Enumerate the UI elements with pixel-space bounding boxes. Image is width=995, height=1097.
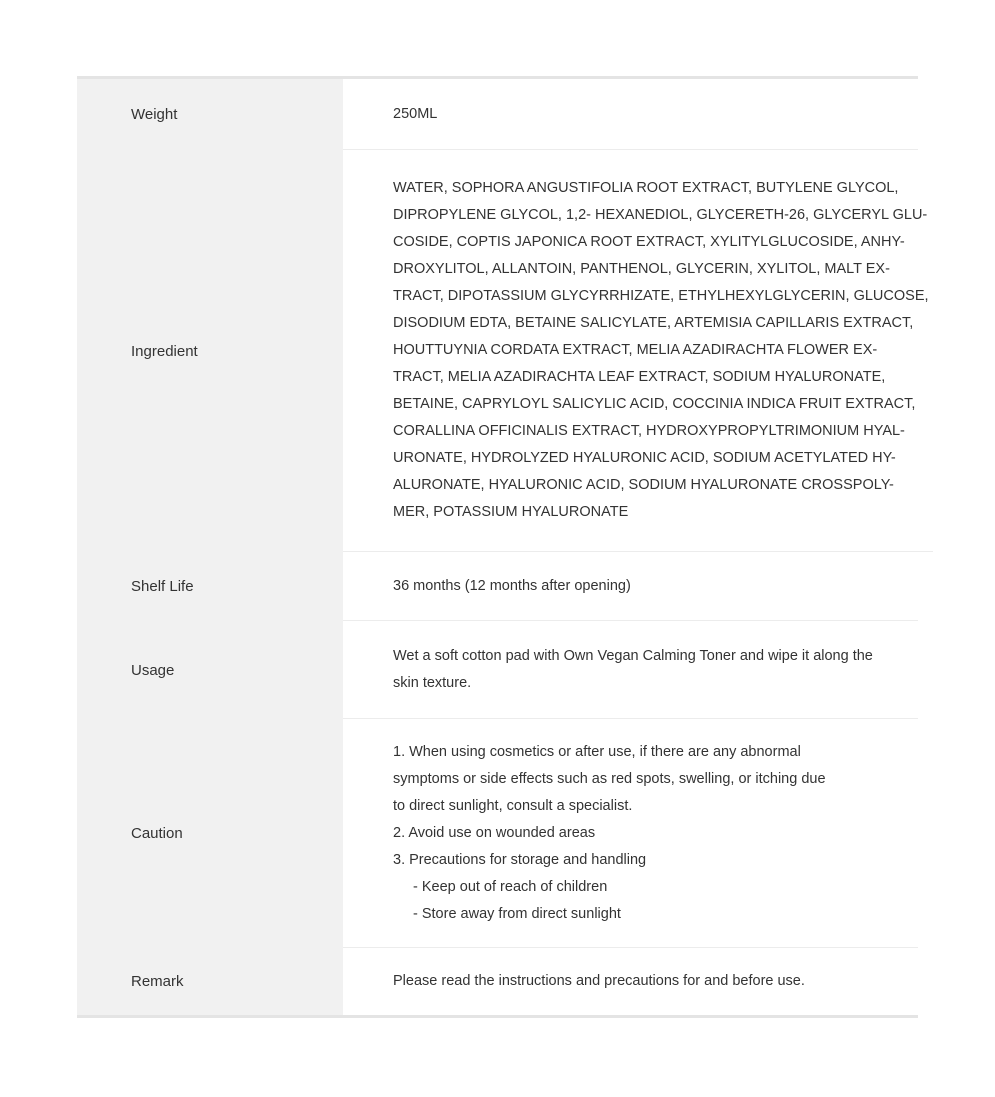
spec-value-ingredient <box>343 150 933 552</box>
spec-row-remark <box>77 948 918 1015</box>
ingredient-line: ALURONATE, HYALURONIC ACID, SODIUM HYALURONATE CROSSPOLY- <box>393 477 894 493</box>
spec-value-shelf-life <box>343 552 918 621</box>
ingredient-line: DROXYLITOL, ALLANTOIN, PANTHENOL, GLYCERIN, XYLITOL, MALT EX- <box>393 261 890 277</box>
spec-label-ingredient: Ingredient <box>77 150 343 552</box>
spec-value-remark <box>343 948 918 1015</box>
caution-subline: - Keep out of reach of children <box>413 878 608 895</box>
ingredient-line: COSIDE, COPTIS JAPONICA ROOT EXTRACT, XYLITYLGLUCOSIDE, ANHY- <box>393 234 905 250</box>
ingredient-line: URONATE, HYDROLYZED HYALURONIC ACID, SODIUM ACETYLATED HY- <box>393 450 896 466</box>
spec-row-ingredient <box>77 150 929 552</box>
remark-value: Please read the instructions and precautions for and before use. <box>393 973 805 989</box>
spec-label-caution: Caution <box>77 719 343 948</box>
spec-value-usage <box>343 621 918 719</box>
caution-line: 1. When using cosmetics or after use, if there are any abnormal <box>393 743 801 760</box>
ingredient-line: DIPROPYLENE GLYCOL, 1,2- HEXANEDIOL, GLYCERETH-26, GLYCERYL GLU- <box>393 207 928 223</box>
ingredient-line: TRACT, MELIA AZADIRACHTA LEAF EXTRACT, SODIUM HYALURONATE, <box>393 369 886 385</box>
ingredient-line: WATER, SOPHORA ANGUSTIFOLIA ROOT EXTRACT, BUTYLENE GLYCOL, <box>393 180 899 196</box>
caution-line: 3. Precautions for storage and handling <box>393 851 647 868</box>
usage-line: skin texture. <box>393 674 472 691</box>
usage-line: Wet a soft cotton pad with Own Vegan Calming Toner and wipe it along the <box>393 647 873 664</box>
caution-line: to direct sunlight, consult a specialist. <box>393 797 633 814</box>
ingredient-line: CORALLINA OFFICINALIS EXTRACT, HYDROXYPROPYLTRIMONIUM HYAL- <box>393 423 905 439</box>
ingredient-line: BETAINE, CAPRYLOYL SALICYLIC ACID, COCCINIA INDICA FRUIT EXTRACT, <box>393 396 916 412</box>
ingredient-line: HOUTTUYNIA CORDATA EXTRACT, MELIA AZADIRACHTA FLOWER EX- <box>393 342 878 358</box>
ingredient-line: TRACT, DIPOTASSIUM GLYCYRRHIZATE, ETHYLHEXYLGLYCERIN, GLUCOSE, <box>393 288 929 304</box>
spec-row-usage <box>77 621 918 719</box>
caution-line: 2. Avoid use on wounded areas <box>393 824 596 841</box>
ingredient-line: MER, POTASSIUM HYALURONATE <box>393 504 629 520</box>
ingredient-line: DISODIUM EDTA, BETAINE SALICYLATE, ARTEMISIA CAPILLARIS EXTRACT, <box>393 315 914 331</box>
spec-label-remark: Remark <box>77 948 343 1015</box>
spec-value-caution <box>343 719 918 948</box>
spec-label-usage: Usage <box>77 621 343 719</box>
product-spec-table <box>77 76 929 1018</box>
shelf-life-value: 36 months (12 months after opening) <box>393 577 631 594</box>
spec-value-weight <box>343 79 918 150</box>
spec-label-shelf-life: Shelf Life <box>77 552 343 621</box>
weight-value: 250ML <box>393 106 438 122</box>
spec-row-shelf-life <box>77 552 918 621</box>
caution-line: symptoms or side effects such as red spots, swelling, or itching due <box>393 770 826 787</box>
spec-row-weight <box>77 79 918 150</box>
caution-subline: - Store away from direct sunlight <box>413 905 621 922</box>
spec-row-caution <box>77 719 918 948</box>
spec-label-weight: Weight <box>77 79 343 150</box>
